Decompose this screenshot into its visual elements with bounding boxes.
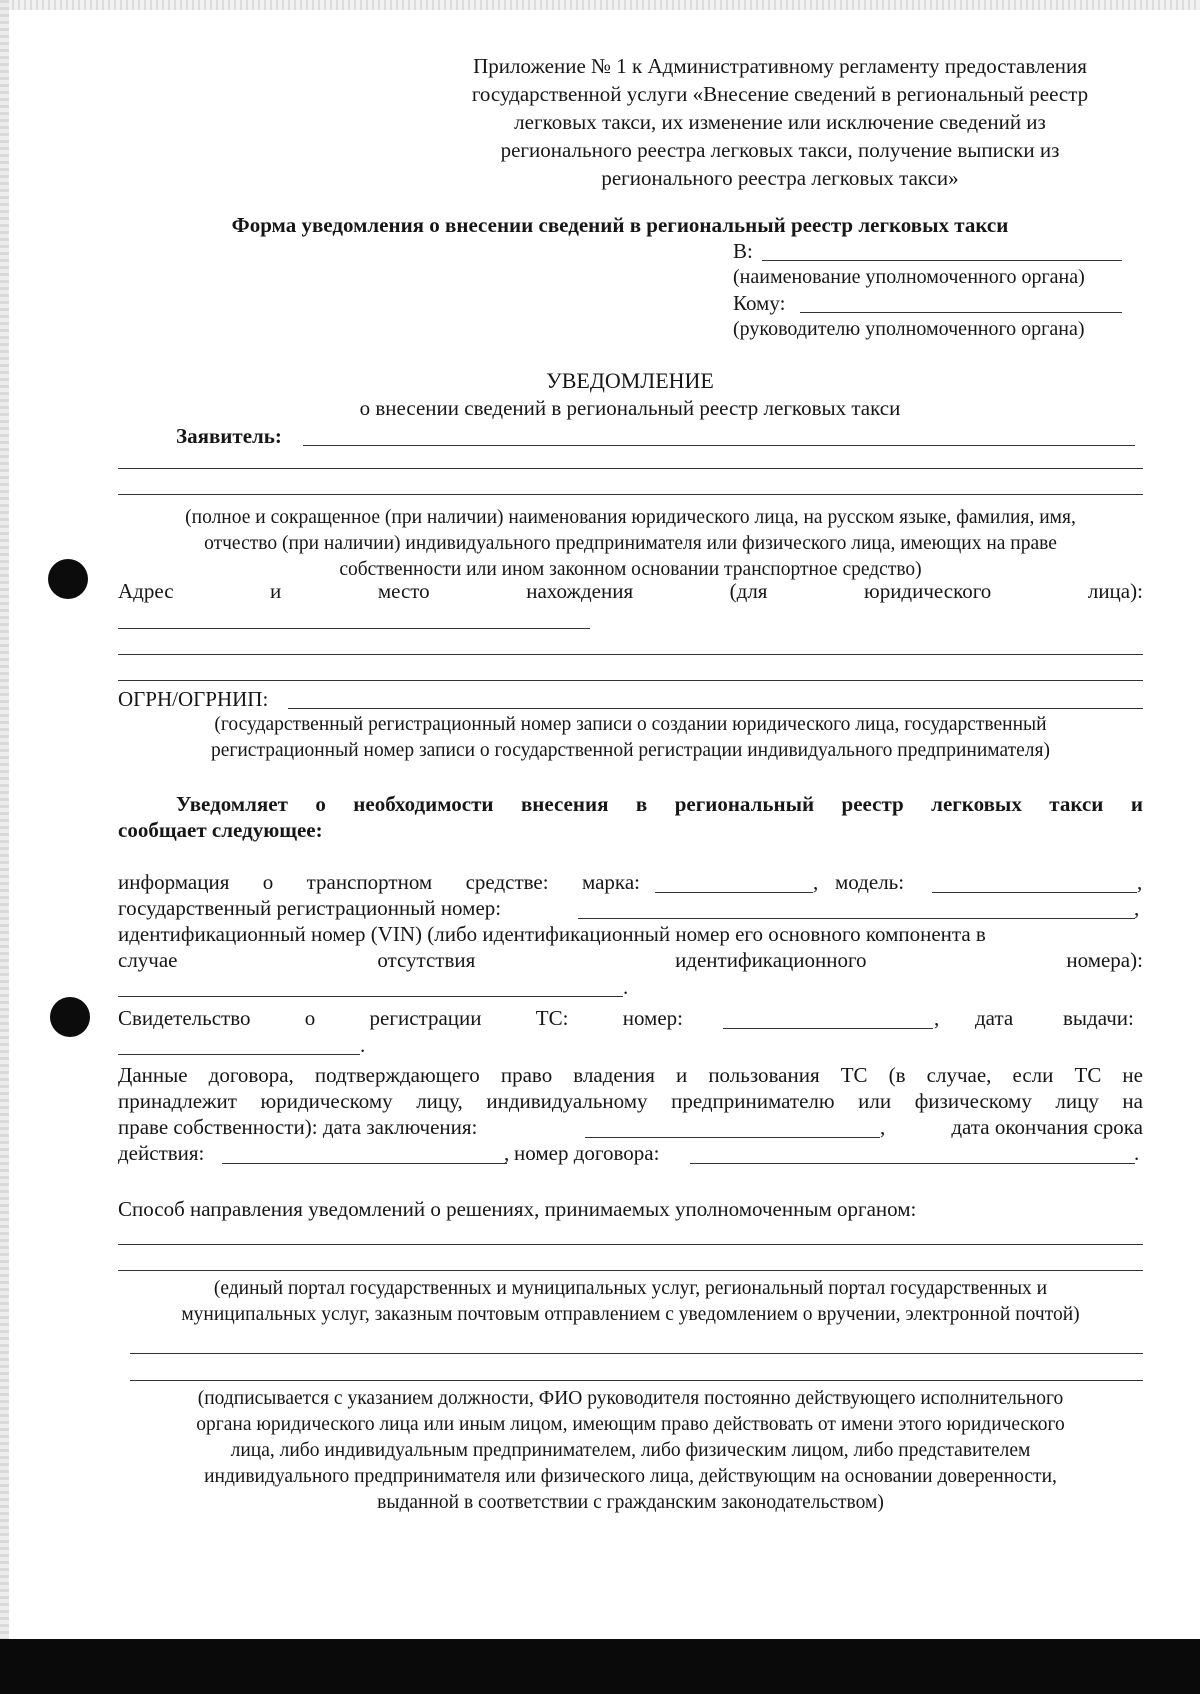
- statement-line-1: [176, 791, 1143, 817]
- vehicle-word: информация: [118, 870, 230, 894]
- address-word: место: [377, 579, 430, 603]
- punch-hole-bottom: [50, 997, 90, 1037]
- contract-number-label: номер договора:: [514, 1141, 660, 1165]
- delivery-field-line-1: [118, 1244, 1143, 1245]
- address-word: лица):: [1087, 579, 1143, 603]
- contract-conclusion-field-line: [585, 1137, 880, 1138]
- vin-line-2: [118, 947, 1143, 973]
- applicant-label: Заявитель:: [176, 424, 282, 448]
- statement-word: внесения: [520, 792, 609, 816]
- to-label: В:: [733, 239, 753, 263]
- address-field-line-1: [118, 628, 590, 629]
- certificate-word: Свидетельство: [118, 1006, 251, 1030]
- vin-word: номера):: [1066, 948, 1143, 972]
- applicant-field-line-2: [118, 468, 1143, 469]
- form-title: Форма уведомления о внесении сведений в региональный реестр легковых такси: [231, 213, 1009, 237]
- vin-word: отсутствия: [377, 948, 476, 972]
- period: .: [623, 975, 629, 999]
- notice-title: УВЕДОМЛЕНИЕ: [546, 368, 714, 393]
- comma: ,: [813, 870, 819, 894]
- certificate-word: регистрации: [369, 1006, 482, 1030]
- to-hint: (наименование уполномоченного органа): [733, 266, 1085, 288]
- vin-word: случае: [118, 948, 178, 972]
- header-line-1: Приложение № 1 к Административному регламенту предоставления: [473, 54, 1087, 78]
- address-word: юридического: [864, 579, 992, 603]
- regnum-field-line: [578, 918, 1135, 919]
- address-word: (для: [729, 579, 768, 603]
- contract-expiry-label: дата окончания срока: [951, 1115, 1143, 1139]
- address-field-line-3: [118, 680, 1143, 681]
- vehicle-word: транспортном: [306, 870, 433, 894]
- ogrn-field-line: [288, 708, 1143, 709]
- period: .: [1134, 1141, 1140, 1165]
- statement-word: региональный: [674, 792, 815, 816]
- comma: ,: [880, 1115, 886, 1139]
- punch-hole-top: [48, 559, 88, 599]
- applicant-field-line-3: [118, 494, 1143, 495]
- vin-field-line: [118, 996, 623, 997]
- comma: ,: [504, 1141, 510, 1165]
- signature-field-line-1: [130, 1353, 1143, 1354]
- applicant-field-line-1: [303, 445, 1135, 446]
- header-line-5: регионального реестра легковых такси»: [601, 166, 959, 190]
- comma: ,: [934, 1006, 940, 1030]
- address-label: [118, 578, 1143, 604]
- ogrn-hint-1: (государственный регистрационный номер записи о создании юридического лица, государственный: [214, 714, 1047, 735]
- comma: ,: [1137, 870, 1143, 894]
- signature-hint-1: (подписывается с указанием должности, ФИО руководителя постоянно действующего исполнительного: [197, 1388, 1064, 1409]
- signature-hint-3: лица, либо индивидуальным предпринимателем, либо физическим лицом, либо представителем: [230, 1440, 1031, 1461]
- statement-line-2: сообщает следующее:: [118, 818, 323, 842]
- to-field-line: [762, 260, 1122, 261]
- applicant-hint-1: (полное и сокращенное (при наличии) наименования юридического лица, на русском языке, фамилия, имя,: [185, 507, 1076, 528]
- signature-hint-4: индивидуального предпринимателя или физического лица, действующим на основании доверенности,: [204, 1466, 1057, 1487]
- delivery-hint-1: (единый портал государственных и муниципальных услуг, региональный портал государственных и: [213, 1278, 1048, 1299]
- delivery-field-line-2: [118, 1270, 1143, 1271]
- header-line-4: регионального реестра легковых такси, получение выписки из: [500, 138, 1060, 162]
- statement-word: такси: [1049, 792, 1104, 816]
- contract-number-field-line: [690, 1163, 1135, 1164]
- header-line-3: легковых такси, их изменение или исключение сведений из: [514, 110, 1046, 134]
- applicant-hint-3: собственности или ином законном основании транспортное средство): [339, 559, 922, 580]
- certificate-word: номер:: [622, 1006, 683, 1030]
- address-word: и: [270, 579, 282, 603]
- brand-field-line: [655, 892, 813, 893]
- model-field-line: [932, 892, 1137, 893]
- period: .: [360, 1033, 366, 1057]
- comma: ,: [1134, 896, 1140, 920]
- vehicle-word: марка:: [581, 870, 640, 894]
- ogrn-label: ОГРН/ОГРНИП:: [118, 687, 269, 711]
- vin-line-1: идентификационный номер (VIN) (либо идентификационный номер его основного компонента в: [118, 922, 986, 946]
- vehicle-word: средстве:: [465, 870, 549, 894]
- whom-hint: (руководителю уполномоченного органа): [733, 318, 1085, 340]
- scan-edge-left: [0, 0, 9, 1694]
- signature-hint-2: органа юридического лица или иным лицом, имеющим право действовать от имени этого юридического: [196, 1414, 1065, 1435]
- vehicle-line-1: [118, 869, 640, 895]
- statement-word: Уведомляет: [176, 792, 288, 816]
- vin-word: идентификационного: [675, 948, 867, 972]
- contract-line-2: принадлежит юридическому лицу, индивидуальному предпринимателю или физическому лицу на: [118, 1089, 1143, 1113]
- address-field-line-2: [118, 654, 1143, 655]
- certificate-line: [118, 1005, 683, 1031]
- statement-word: о: [315, 792, 326, 816]
- applicant-hint-2: отчество (при наличии) индивидуального предпринимателя или физического лица, имеющих на праве: [204, 533, 1057, 554]
- certificate-word: ТС:: [535, 1006, 569, 1030]
- certificate-word: о: [304, 1006, 316, 1030]
- statement-word: и: [1130, 792, 1143, 816]
- whom-label: Кому:: [733, 291, 786, 315]
- notice-subtitle: о внесении сведений в региональный реестр легковых такси: [359, 396, 901, 420]
- statement-word: реестр: [841, 792, 904, 816]
- certificate-date-label: дата: [975, 1006, 1014, 1030]
- address-word: нахождения: [526, 579, 634, 603]
- scan-bottom-edge: [0, 1639, 1200, 1694]
- contract-line-1: Данные договора, подтверждающего право владения и пользования ТС (в случае, если ТС не: [118, 1063, 1143, 1087]
- certificate-number-field-line: [723, 1028, 933, 1029]
- contract-validity-label: действия:: [118, 1141, 205, 1165]
- signature-field-line-2: [130, 1380, 1143, 1381]
- certificate-date-field-line: [118, 1054, 360, 1055]
- statement-word: необходимости: [353, 792, 494, 816]
- ogrn-hint-2: регистрационный номер записи о государственной регистрации индивидуального предпринимателя): [210, 740, 1051, 761]
- delivery-hint-2: муниципальных услуг, заказным почтовым отправлением с уведомлением о вручении, электронной почтой): [181, 1304, 1080, 1325]
- certificate-issue-label: выдачи:: [1063, 1006, 1134, 1030]
- statement-word: легковых: [931, 792, 1022, 816]
- vehicle-word: о: [262, 870, 274, 894]
- scan-edge-top: [0, 0, 1200, 10]
- regnum-label: государственный регистрационный номер:: [118, 896, 502, 920]
- contract-validity-field-line: [222, 1163, 507, 1164]
- model-label: модель:: [835, 870, 905, 894]
- statement-word: в: [635, 792, 648, 816]
- header-line-2: государственной услуги «Внесение сведений в региональный реестр: [471, 82, 1089, 106]
- whom-field-line: [800, 312, 1122, 313]
- contract-conclusion-label: праве собственности): дата заключения:: [118, 1115, 478, 1139]
- signature-hint-5: выданной в соответствии с гражданским законодательством): [377, 1492, 884, 1513]
- address-word: Адрес: [118, 579, 174, 603]
- delivery-label: Способ направления уведомлений о решениях, принимаемых уполномоченным органом:: [118, 1197, 917, 1221]
